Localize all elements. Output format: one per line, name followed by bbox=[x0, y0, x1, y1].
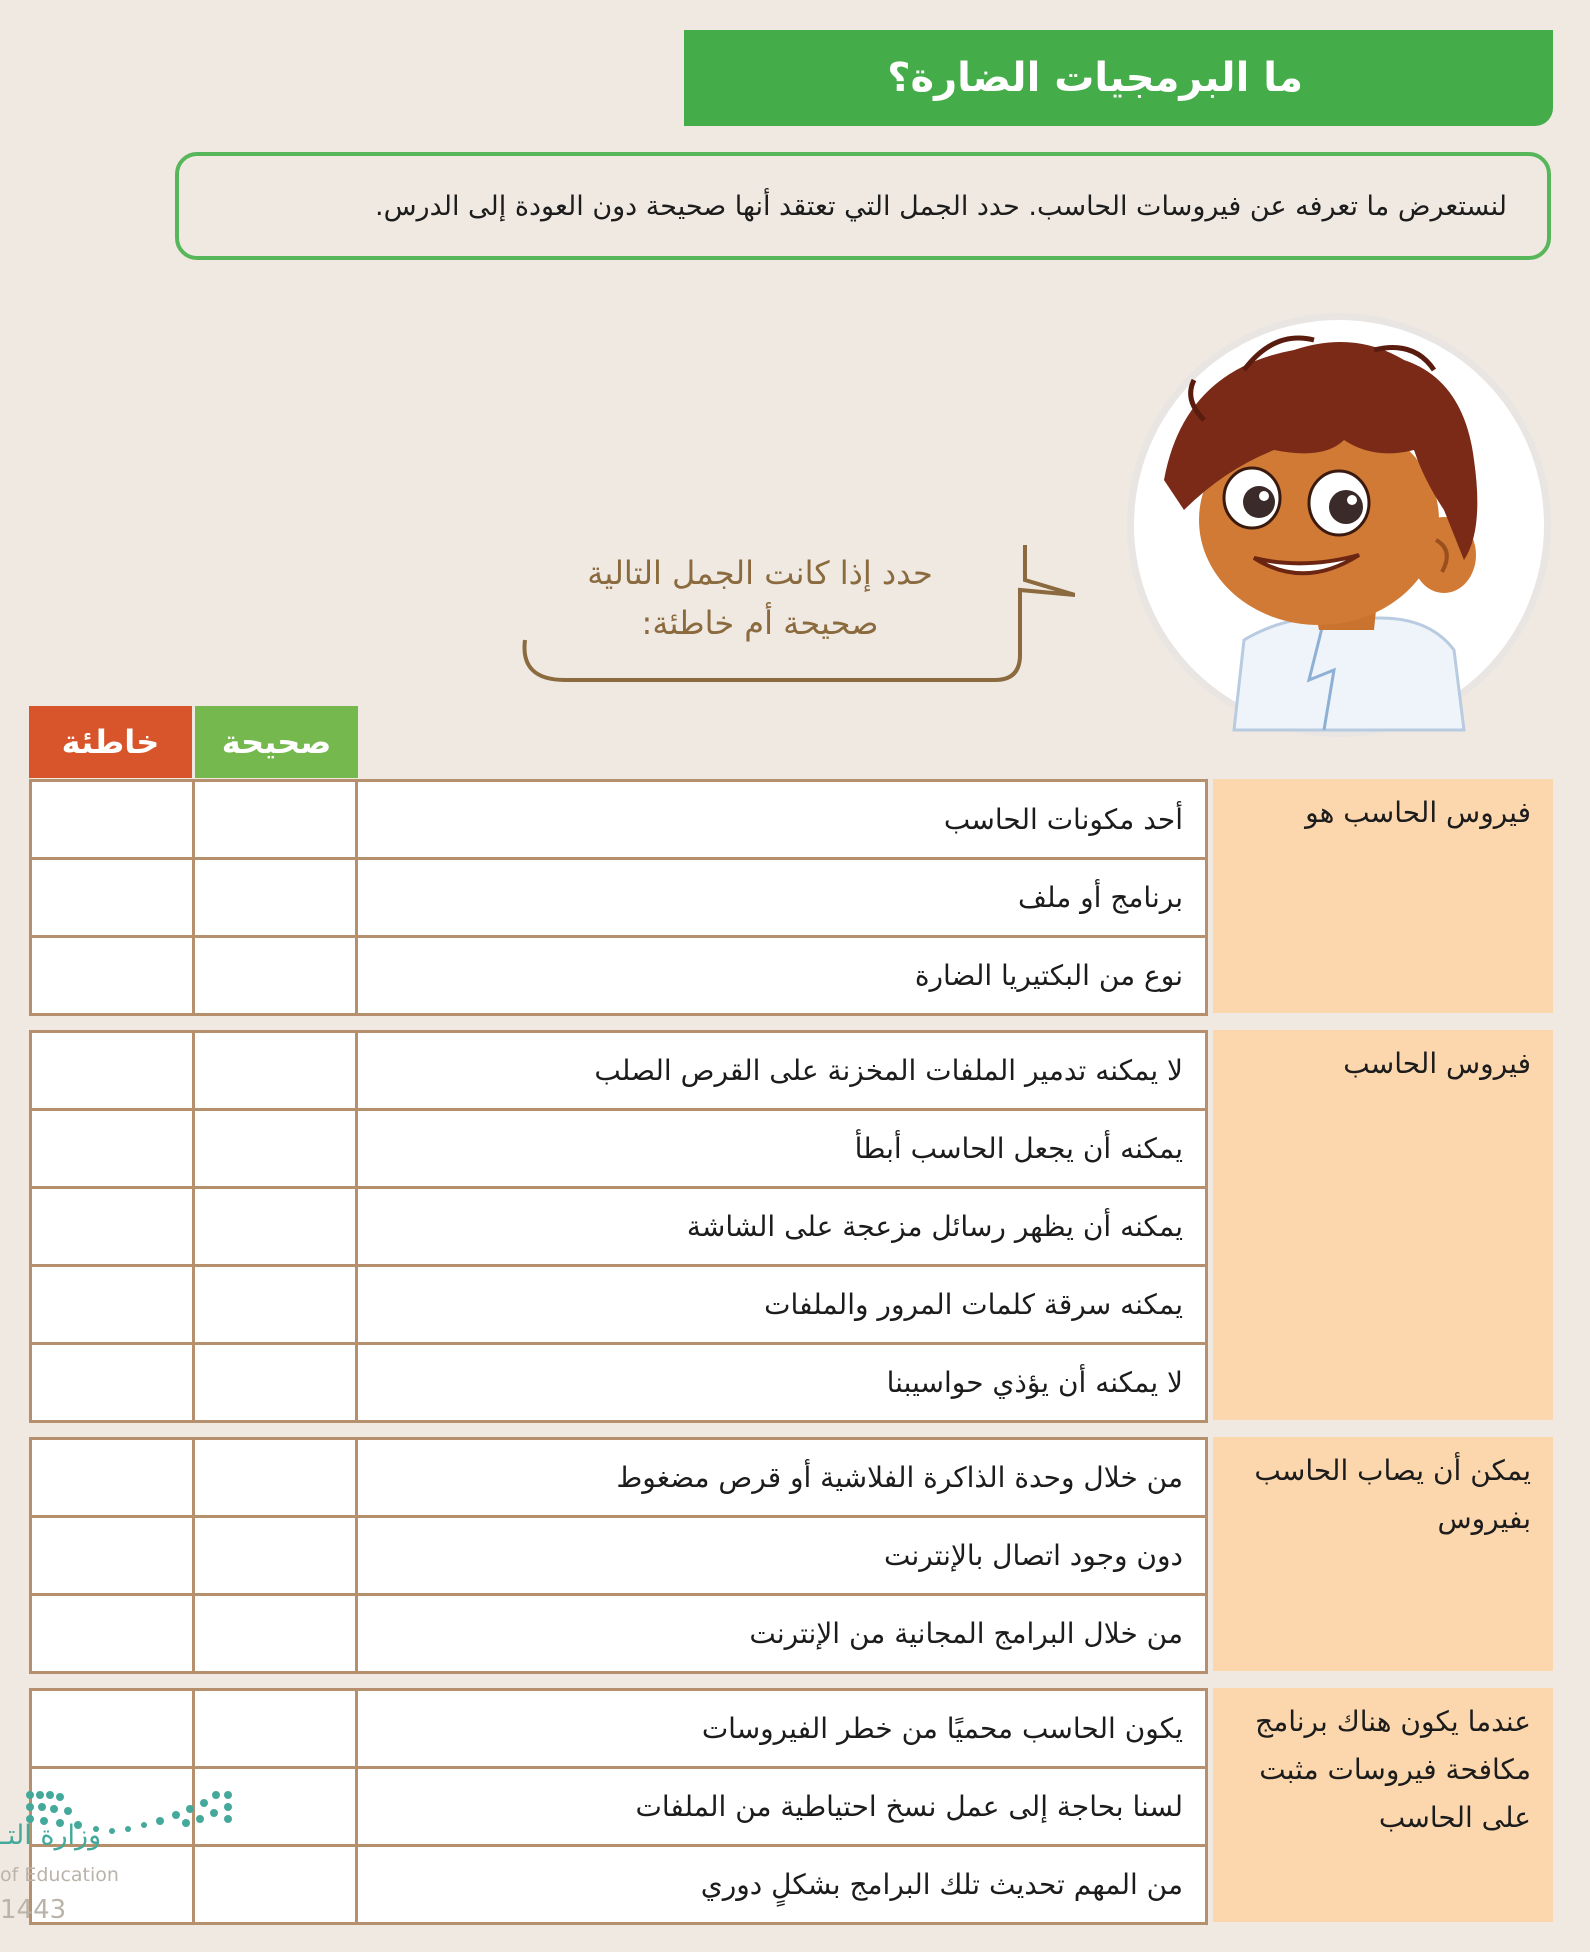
false-checkbox-cell[interactable] bbox=[32, 1518, 195, 1593]
statement-text: من خلال البرامج المجانية من الإنترنت bbox=[749, 1617, 1183, 1650]
table-row bbox=[32, 1596, 1205, 1674]
false-checkbox-cell[interactable] bbox=[32, 782, 195, 857]
group-3-grid bbox=[29, 1437, 1208, 1674]
statement-text: من المهم تحديث تلك البرامج بشكلٍ دوري bbox=[700, 1868, 1183, 1901]
true-checkbox-cell[interactable] bbox=[195, 1267, 358, 1342]
false-checkbox-cell[interactable] bbox=[32, 1267, 195, 1342]
ministry-name-english: of Education bbox=[0, 1864, 119, 1886]
true-column-header: صحيحة bbox=[195, 706, 358, 778]
ministry-name-arabic: وزارة التـ bbox=[0, 1820, 102, 1851]
statement-text: دون وجود اتصال بالإنترنت bbox=[883, 1539, 1183, 1572]
intro-text: لنستعرض ما تعرفه عن فيروسات الحاسب. حدد الجمل التي تعتقد أنها صحيحة دون العودة إلى الدرس. bbox=[374, 190, 1507, 222]
group-1-label: فيروس الحاسب هو bbox=[1213, 779, 1553, 1013]
true-checkbox-cell[interactable] bbox=[195, 1518, 358, 1593]
false-checkbox-cell[interactable] bbox=[32, 1440, 195, 1515]
true-checkbox-cell[interactable] bbox=[195, 1033, 358, 1108]
statement-text: لا يمكنه تدمير الملفات المخزنة على القرص الصلب bbox=[594, 1054, 1183, 1087]
true-checkbox-cell[interactable] bbox=[195, 1596, 358, 1671]
boy-character-illustration bbox=[1124, 310, 1554, 740]
table-row bbox=[32, 1518, 1205, 1596]
statement-text: يمكنه أن يجعل الحاسب أبطأ bbox=[854, 1132, 1183, 1165]
table-row bbox=[32, 1111, 1205, 1189]
false-column-header: خاطئة bbox=[29, 706, 192, 778]
table-row bbox=[32, 782, 1205, 860]
ministry-year: 1443 bbox=[0, 1895, 67, 1925]
table-row bbox=[32, 1345, 1205, 1423]
group-4-label: عندما يكون هناك برنامج مكافحة فيروسات مثبت على الحاسب bbox=[1213, 1688, 1553, 1922]
false-checkbox-cell[interactable] bbox=[32, 1189, 195, 1264]
true-checkbox-cell[interactable] bbox=[195, 860, 358, 935]
statement-text: برنامج أو ملف bbox=[1018, 881, 1183, 914]
true-checkbox-cell[interactable] bbox=[195, 782, 358, 857]
statement-text: لسنا بحاجة إلى عمل نسخ احتياطية من الملفات bbox=[635, 1790, 1183, 1823]
false-checkbox-cell[interactable] bbox=[32, 1111, 195, 1186]
table-row bbox=[32, 1033, 1205, 1111]
table-row bbox=[32, 938, 1205, 1016]
group-2-label: فيروس الحاسب bbox=[1213, 1030, 1553, 1420]
true-checkbox-cell[interactable] bbox=[195, 1189, 358, 1264]
statement-text: أحد مكونات الحاسب bbox=[943, 803, 1183, 836]
table-row bbox=[32, 1440, 1205, 1518]
intro-instructions-box bbox=[175, 152, 1551, 260]
statement-text: يكون الحاسب محميًا من خطر الفيروسات bbox=[701, 1712, 1183, 1745]
true-checkbox-cell[interactable] bbox=[195, 1345, 358, 1420]
true-checkbox-cell[interactable] bbox=[195, 1440, 358, 1515]
statement-text: يمكنه سرقة كلمات المرور والملفات bbox=[764, 1288, 1183, 1321]
section-title-banner bbox=[684, 30, 1553, 126]
bubble-line-2: صحيحة أم خاطئة: bbox=[641, 604, 879, 642]
false-checkbox-cell[interactable] bbox=[32, 1596, 195, 1671]
table-row bbox=[32, 1189, 1205, 1267]
group-1-grid bbox=[29, 779, 1208, 1016]
section-title: ما البرمجيات الضارة؟ bbox=[887, 55, 1303, 101]
bubble-line-1: حدد إذا كانت الجمل التالية bbox=[587, 554, 933, 592]
statement-text: نوع من البكتيريا الضارة bbox=[914, 959, 1183, 992]
statement-text: لا يمكنه أن يؤذي حواسيبنا bbox=[886, 1366, 1183, 1399]
true-checkbox-cell[interactable] bbox=[195, 938, 358, 1013]
table-row bbox=[32, 860, 1205, 938]
false-checkbox-cell[interactable] bbox=[32, 1033, 195, 1108]
group-3-label: يمكن أن يصاب الحاسب بفيروس bbox=[1213, 1437, 1553, 1671]
group-2-grid bbox=[29, 1030, 1208, 1423]
false-checkbox-cell[interactable] bbox=[32, 938, 195, 1013]
false-checkbox-cell[interactable] bbox=[32, 860, 195, 935]
table-row bbox=[32, 1267, 1205, 1345]
speech-bubble-text bbox=[530, 548, 990, 648]
false-checkbox-cell[interactable] bbox=[32, 1345, 195, 1420]
true-checkbox-cell[interactable] bbox=[195, 1111, 358, 1186]
statement-text: من خلال وحدة الذاكرة الفلاشية أو قرص مضغوط bbox=[616, 1461, 1183, 1494]
statement-text: يمكنه أن يظهر رسائل مزعجة على الشاشة bbox=[686, 1210, 1183, 1243]
